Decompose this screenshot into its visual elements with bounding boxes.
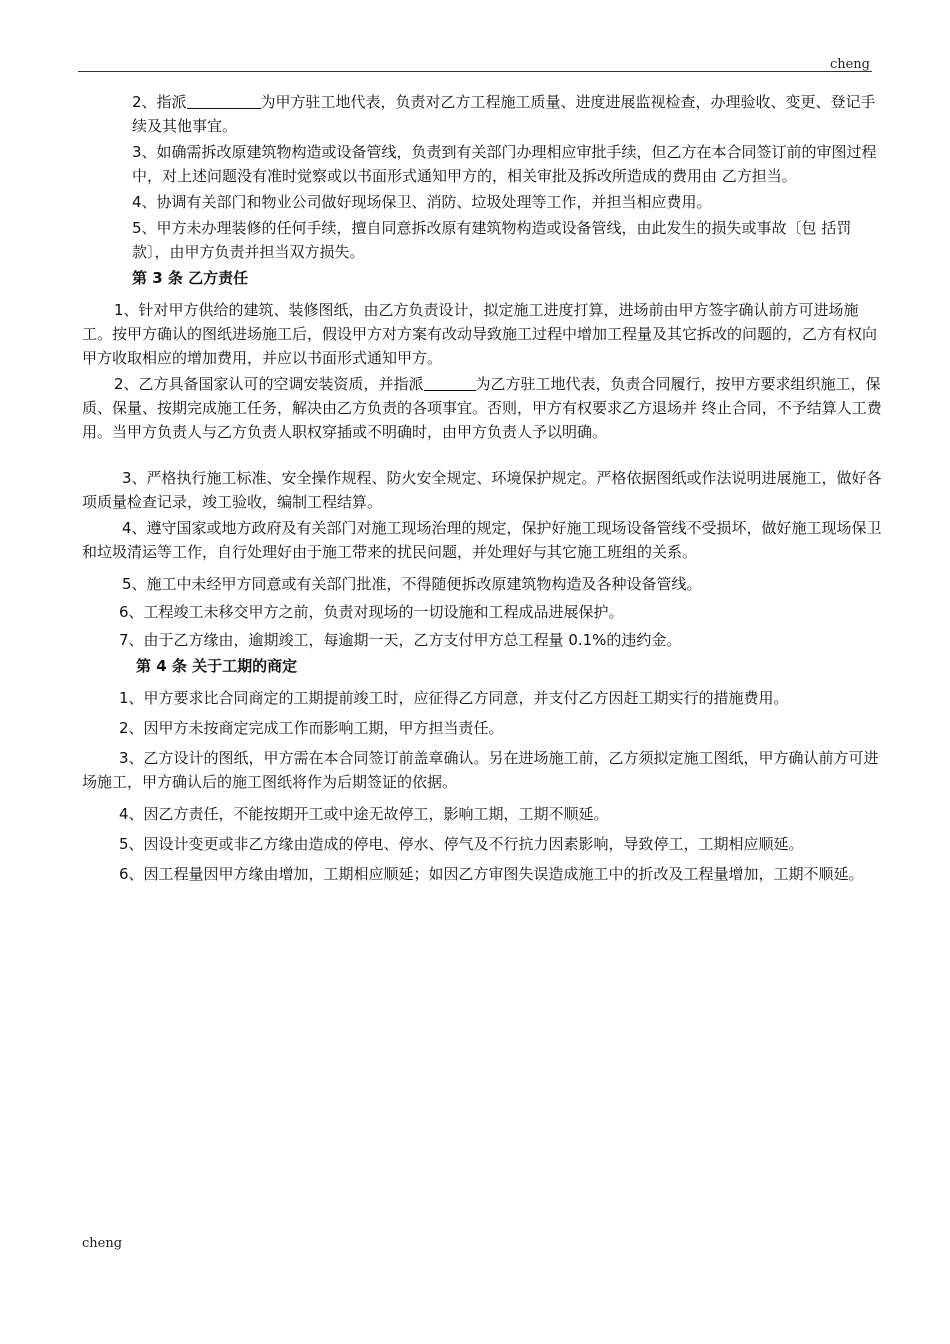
article-4-item-6: 6、因工程量因甲方缘由增加，工期相应顺延；如因乙方审图失误造成施工中的折改及工程量增加，工期不顺延。 <box>119 865 864 883</box>
page-header-text: cheng <box>829 57 870 72</box>
party-a-item-4: 4、协调有关部门和物业公司做好现场保卫、消防、垃圾处理等工作，并担当相应费用。 <box>132 193 712 211</box>
article-4-item-3: 3、乙方设计的图纸，甲方需在本合同签订前盖章确认。另在进场施工前，乙方须拟定施工图纸，甲方确认前方可进场施工，甲方确认后的施工图纸将作为后期签证的依据。 <box>82 749 879 791</box>
article-4-heading: 第 4 条 关于工期的商定 <box>136 657 298 675</box>
document-body <box>82 88 882 886</box>
article-4-item-4: 4、因乙方责任，不能按期开工或中途无故停工，影响工期，工期不顺延。 <box>119 805 609 823</box>
article-3-item-2-post: 为乙方驻工地代表，负责合同履行，按甲方要求组织施工，保质、保量、按期完成施工任务，解决由乙方负责的各项事宜。否则，甲方有权要求乙方退场并 终止合同，不予结算人工费用。当甲方负责人与乙方负责人职权穿插或不明确时，由甲方负责人予以明确。 <box>82 375 882 441</box>
party-a-item-2-post: 为甲方驻工地代表，负责对乙方工程施工质量、进度进展监视检查，办理验收、变更、登记手续及其他事宜。 <box>132 93 876 135</box>
article-3-item-5: 5、施工中未经甲方同意或有关部门批准，不得随便拆改原建筑物构造及各种设备管线。 <box>122 575 702 593</box>
article-3-item-7: 7、由于乙方缘由，逾期竣工，每逾期一天，乙方支付甲方总工程量 0.1%的违约金。 <box>119 631 682 649</box>
article-3-item-6: 6、工程竣工未移交甲方之前，负责对现场的一切设施和工程成品进展保护。 <box>119 603 624 621</box>
page-footer-text: cheng <box>82 1236 123 1251</box>
party-a-item-2-pre: 2、指派 <box>132 93 187 111</box>
party-a-item-5: 5、甲方未办理装修的任何手续，擅自同意拆改原有建筑物构造或设备管线，由此发生的损失或事故〔包 括罚款〕，由甲方负责并担当双方损失。 <box>132 219 852 261</box>
article-3-item-4: 4、遵守国家或地方政府及有关部门对施工现场治理的规定，保护好施工现场设备管线不受损坏，做好施工现场保卫和垃圾清运等工作，自行处理好由于施工带来的扰民问题，并处理好与其它施工班组的关系。 <box>82 519 882 561</box>
article-3-item-2-pre: 2、乙方具备国家认可的空调安装资质，并指派 <box>114 375 424 393</box>
article-3-item-1: 1、针对甲方供给的建筑、装修图纸，由乙方负责设计，拟定施工进度打算，进场前由甲方签字确认前方可进场施工。按甲方确认的图纸进场施工后，假设甲方对方案有改动导致施工过程中增加工程量及其它拆改的问题的，乙方有权向甲方收取相应的增加费用，并应以书面形式通知甲方。 <box>82 301 878 367</box>
article-3-heading: 第 3 条 乙方责任 <box>132 269 249 287</box>
party-a-item-3: 3、如确需拆改原建筑物构造或设备管线，负责到有关部门办理相应审批手续，但乙方在本合同签订前的审图过程中，对上述问题没有准时觉察或以书面形式通知甲方的，相关审批及拆改所造成的费用由 乙方担当。 <box>132 143 877 185</box>
article-4-item-5: 5、因设计变更或非乙方缘由造成的停电、停水、停气及不行抗力因素影响，导致停工，工期相应顺延。 <box>119 835 804 853</box>
article-4-item-2: 2、因甲方未按商定完成工作而影响工期，甲方担当责任。 <box>119 719 504 737</box>
article-3-item-3: 3、严格执行施工标准、安全操作规程、防火安全规定、环境保护规定。严格依据图纸或作法说明进展施工，做好各项质量检查记录，竣工验收，编制工程结算。 <box>82 469 882 511</box>
header-rule <box>78 71 872 72</box>
article-3-item-2 <box>82 372 882 444</box>
representative-blank-field[interactable] <box>187 92 261 109</box>
contractor-representative-blank-field[interactable] <box>424 374 476 391</box>
party-a-item-2 <box>82 90 882 138</box>
article-4-item-1: 1、甲方要求比合同商定的工期提前竣工时，应征得乙方同意，并支付乙方因赶工期实行的措施费用。 <box>119 689 789 707</box>
